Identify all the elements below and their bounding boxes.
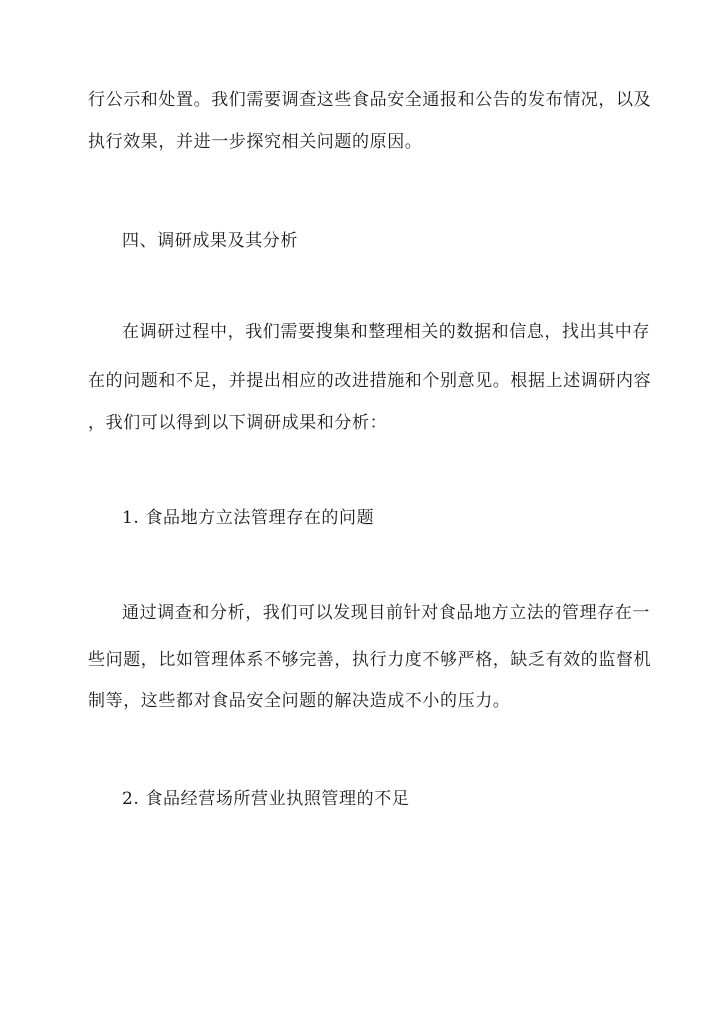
paragraph-line: 执行效果，并进一步探究相关问题的原因。 (88, 132, 423, 152)
paragraph-line: 在调研过程中，我们需要搜集和整理相关的数据和信息，找出其中存 (122, 322, 650, 342)
paragraph-line: 行公示和处置。我们需要调查这些食品安全通报和公告的发布情况，以及 (88, 90, 652, 110)
paragraph-line: 在的问题和不足，并提出相应的改进措施和个别意见。根据上述调研内容 (88, 371, 652, 391)
list-item-heading: 2. 食品经营场所营业执照管理的不足 (122, 789, 410, 809)
paragraph-line: ，我们可以得到以下调研成果和分析： (88, 413, 388, 433)
paragraph-line: 些问题，比如管理体系不够完善，执行力度不够严格，缺乏有效的监督机 (88, 650, 652, 670)
list-item-heading: 1. 食品地方立法管理存在的问题 (122, 508, 375, 528)
paragraph-line: 制等，这些都对食品安全问题的解决造成不小的压力。 (88, 691, 511, 711)
section-heading: 四、调研成果及其分析 (122, 231, 298, 251)
paragraph-line: 通过调查和分析，我们可以发现目前针对食品地方立法的管理存在一 (122, 603, 650, 623)
